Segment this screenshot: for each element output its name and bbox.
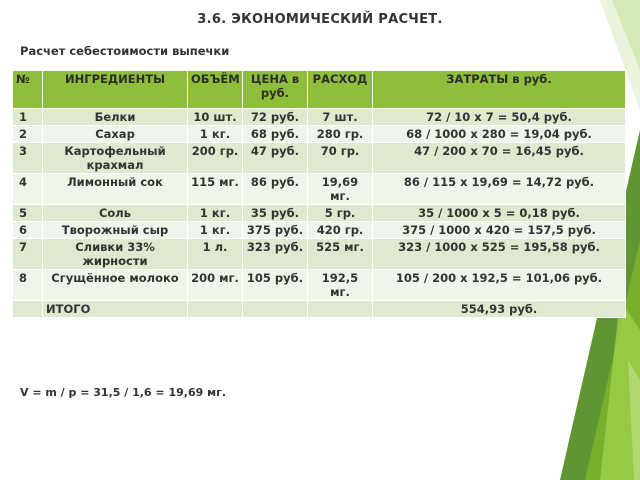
cost-table [12,70,626,318]
ingredient-name: Творожный сыр [43,222,188,239]
ingredient-volume: 115 мг. [188,174,243,205]
ingredient-volume: 1 л. [188,239,243,270]
ingredient-cost: 105 / 200 x 192,5 = 101,06 руб. [373,270,626,301]
total-spacer [13,301,43,318]
ingredient-price: 72 руб. [243,109,308,126]
table-row [13,270,626,301]
row-number: 6 [13,222,43,239]
ingredient-volume: 10 шт. [188,109,243,126]
ingredient-name: Лимонный сок [43,174,188,205]
ingredient-usage: 5 гр. [308,205,373,222]
ingredient-volume: 200 мг. [188,270,243,301]
total-label: ИТОГО [43,301,188,318]
col-header-num: № [13,71,43,109]
total-row [13,301,626,318]
ingredient-volume: 1 кг. [188,222,243,239]
table-row [13,222,626,239]
total-empty-usage [308,301,373,318]
row-number: 7 [13,239,43,270]
ingredient-cost: 375 / 1000 x 420 = 157,5 руб. [373,222,626,239]
ingredient-name: Сливки 33% жирности [43,239,188,270]
ingredient-cost: 72 / 10 x 7 = 50,4 руб. [373,109,626,126]
row-number: 1 [13,109,43,126]
table-row [13,174,626,205]
ingredient-usage: 420 гр. [308,222,373,239]
ingredient-price: 35 руб. [243,205,308,222]
volume-formula: V = m / p = 31,5 / 1,6 = 19,69 мг. [20,386,226,399]
col-header-cost: ЗАТРАТЫ в руб. [373,71,626,109]
ingredient-cost: 86 / 115 x 19,69 = 14,72 руб. [373,174,626,205]
table-row [13,109,626,126]
ingredient-usage: 7 шт. [308,109,373,126]
row-number: 2 [13,126,43,143]
ingredient-name: Соль [43,205,188,222]
slide-subtitle: Расчет себестоимости выпечки [20,44,230,58]
ingredient-cost: 47 / 200 x 70 = 16,45 руб. [373,143,626,174]
table-row [13,126,626,143]
ingredient-volume: 1 кг. [188,126,243,143]
ingredient-usage: 192,5 мг. [308,270,373,301]
table-row [13,205,626,222]
col-header-price: ЦЕНА в руб. [243,71,308,109]
ingredient-price: 323 руб. [243,239,308,270]
total-empty-price [243,301,308,318]
ingredient-cost: 35 / 1000 x 5 = 0,18 руб. [373,205,626,222]
col-header-ingredients: ИНГРЕДИЕНТЫ [43,71,188,109]
ingredient-price: 105 руб. [243,270,308,301]
ingredient-cost: 68 / 1000 x 280 = 19,04 руб. [373,126,626,143]
row-number: 4 [13,174,43,205]
ingredient-price: 86 руб. [243,174,308,205]
col-header-usage: РАСХОД [308,71,373,109]
ingredient-name: Сгущённое молоко [43,270,188,301]
ingredient-price: 47 руб. [243,143,308,174]
ingredient-name: Сахар [43,126,188,143]
ingredient-price: 68 руб. [243,126,308,143]
ingredient-cost: 323 / 1000 x 525 = 195,58 руб. [373,239,626,270]
col-header-volume: ОБЪЁМ [188,71,243,109]
table-row [13,239,626,270]
slide-title: 3.6. ЭКОНОМИЧЕСКИЙ РАСЧЕТ. [197,12,443,27]
ingredient-volume: 1 кг. [188,205,243,222]
table-row [13,143,626,174]
ingredient-price: 375 руб. [243,222,308,239]
row-number: 5 [13,205,43,222]
ingredient-usage: 525 мг. [308,239,373,270]
ingredient-usage: 280 гр. [308,126,373,143]
ingredient-volume: 200 гр. [188,143,243,174]
table-header-row [13,71,626,109]
total-empty-volume [188,301,243,318]
ingredient-usage: 70 гр. [308,143,373,174]
ingredient-usage: 19,69 мг. [308,174,373,205]
row-number: 3 [13,143,43,174]
row-number: 8 [13,270,43,301]
ingredient-name: Белки [43,109,188,126]
total-value: 554,93 руб. [373,301,626,318]
ingredient-name: Картофельный крахмал [43,143,188,174]
